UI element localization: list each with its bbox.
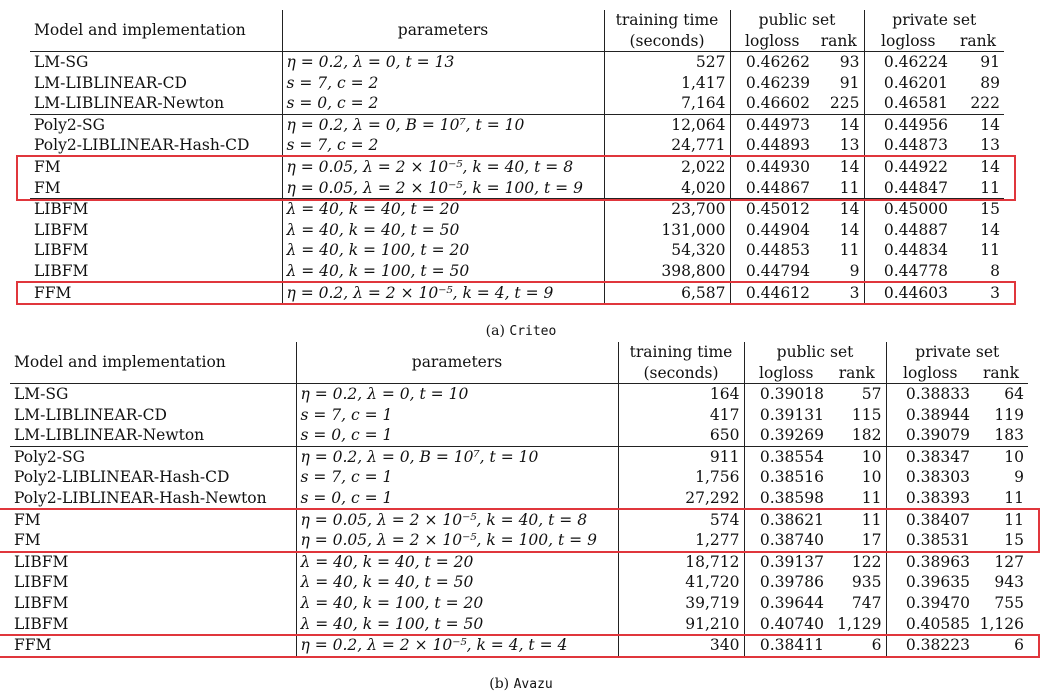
table-row — [30, 261, 1004, 282]
header-public-rank: rank — [828, 363, 886, 384]
training-time-cell: 340 — [618, 635, 744, 656]
params-cell: η = 0.2, λ = 0, B = 10⁷, t = 10 — [282, 114, 604, 135]
header-model: Model and implementation — [30, 10, 282, 52]
header-model: Model and implementation — [10, 342, 296, 384]
private-rank-cell: 14 — [980, 220, 1001, 239]
model-cell: FFM — [10, 635, 296, 656]
training-time-cell: 4,020 — [604, 178, 730, 199]
public-logloss-cell: 0.46262 — [730, 52, 814, 73]
params-cell: η = 0.2, λ = 0, t = 13 — [282, 52, 604, 73]
training-time-cell: 1,756 — [618, 467, 744, 488]
table-row — [30, 114, 1004, 135]
private-logloss-cell: 0.44778 — [864, 261, 952, 282]
avazu-results-table — [10, 342, 1028, 656]
params-cell: η = 0.05, λ = 2 × 10⁻⁵, k = 40, t = 8 — [282, 156, 604, 177]
model-cell: LIBFM — [34, 241, 89, 260]
params-cell: η = 0.05, λ = 2 × 10⁻⁵, k = 40, t = 8 — [296, 509, 618, 530]
params-cell: η = 0.2, λ = 2 × 10⁻⁵, k = 4, t = 4 — [296, 635, 618, 656]
params-cell: λ = 40, k = 100, t = 50 — [282, 261, 604, 282]
private-logloss-cell: 0.46201 — [864, 73, 952, 94]
private-rank-cell: 11 — [974, 509, 1028, 530]
training-time-cell: 24,771 — [604, 135, 730, 156]
table-row — [30, 73, 1004, 94]
public-logloss-cell: 0.44893 — [730, 135, 814, 156]
public-rank-cell: 6 — [828, 635, 886, 656]
model-cell: FM — [14, 531, 41, 550]
model-cell: LM-LIBLINEAR-CD — [14, 405, 167, 424]
params-cell: s = 7, c = 2 — [282, 135, 604, 156]
private-rank-cell: 14 — [952, 114, 1004, 135]
training-time-cell: 54,320 — [604, 240, 730, 261]
table-row — [30, 240, 1004, 261]
header-public-logloss: logloss — [730, 31, 814, 52]
header-private-logloss: logloss — [864, 31, 952, 52]
private-rank-cell: 222 — [970, 94, 1001, 113]
private-logloss-cell: 0.46581 — [864, 93, 952, 114]
params-cell: s = 7, c = 1 — [296, 405, 618, 426]
public-logloss-cell: 0.46602 — [730, 93, 814, 114]
criteo-caption-prefix: (a) — [485, 323, 505, 339]
public-rank-cell: 115 — [851, 405, 882, 424]
header-public-set: public set — [744, 342, 886, 363]
params-cell: η = 0.05, λ = 2 × 10⁻⁵, k = 100, t = 9 — [296, 530, 618, 551]
table-row — [10, 425, 1028, 446]
public-logloss-cell: 0.39018 — [744, 384, 828, 405]
training-time-cell: 91,210 — [618, 614, 744, 635]
public-rank-cell: 14 — [814, 156, 864, 177]
avazu-caption-prefix: (b) — [489, 676, 510, 692]
table-row — [10, 530, 1028, 551]
private-rank-cell: 1,126 — [979, 614, 1025, 633]
params-cell: λ = 40, k = 40, t = 20 — [282, 199, 604, 220]
training-time-cell: 417 — [618, 405, 744, 426]
public-rank-cell: 11 — [839, 178, 860, 197]
table-row — [30, 156, 1004, 177]
params-cell: λ = 40, k = 40, t = 20 — [296, 551, 618, 572]
public-rank-cell: 11 — [861, 488, 882, 507]
public-logloss-cell: 0.38516 — [744, 467, 828, 488]
header-private-rank: rank — [952, 31, 1004, 52]
header-training-time: training time — [604, 10, 730, 31]
public-rank-cell: 9 — [849, 261, 860, 280]
private-logloss-cell: 0.39635 — [886, 572, 974, 593]
model-cell: Poly2-SG — [30, 114, 282, 135]
private-logloss-cell: 0.38963 — [886, 551, 974, 572]
public-logloss-cell: 0.40740 — [744, 614, 828, 635]
params-cell: η = 0.2, λ = 2 × 10⁻⁵, k = 4, t = 9 — [282, 282, 604, 303]
public-rank-cell: 14 — [814, 114, 864, 135]
training-time-cell: 1,277 — [618, 530, 744, 551]
private-rank-cell: 119 — [994, 405, 1025, 424]
model-cell: LIBFM — [34, 261, 89, 280]
public-logloss-cell: 0.44853 — [730, 240, 814, 261]
header-seconds: (seconds) — [604, 31, 730, 52]
private-rank-cell: 6 — [974, 635, 1028, 656]
training-time-cell: 41,720 — [618, 572, 744, 593]
public-logloss-cell: 0.38554 — [744, 446, 828, 467]
model-cell: LM-LIBLINEAR-CD — [34, 73, 187, 92]
public-logloss-cell: 0.39786 — [744, 572, 828, 593]
private-logloss-cell: 0.39079 — [886, 425, 974, 446]
training-time-cell: 2,022 — [604, 156, 730, 177]
public-rank-cell: 57 — [861, 385, 882, 403]
table-row — [30, 52, 1004, 73]
table-row — [10, 572, 1028, 593]
training-time-cell: 131,000 — [604, 220, 730, 241]
model-cell: LIBFM — [14, 614, 69, 633]
model-cell: Poly2-LIBLINEAR-Hash-CD — [14, 468, 230, 487]
table-row — [30, 199, 1004, 220]
private-rank-cell: 13 — [980, 136, 1001, 155]
model-cell: LM-LIBLINEAR-Newton — [34, 94, 225, 113]
private-rank-cell: 943 — [994, 573, 1025, 592]
criteo-results-table — [30, 10, 1004, 303]
private-logloss-cell: 0.44603 — [864, 282, 952, 303]
table-row — [10, 405, 1028, 426]
training-time-cell: 164 — [618, 384, 744, 405]
params-cell: λ = 40, k = 40, t = 50 — [296, 572, 618, 593]
training-time-cell: 1,417 — [604, 73, 730, 94]
model-cell: FM — [10, 509, 296, 530]
header-private-rank: rank — [974, 363, 1028, 384]
header-parameters: parameters — [296, 342, 618, 384]
private-rank-cell: 755 — [994, 593, 1025, 612]
avazu-caption-name: Avazu — [513, 677, 553, 692]
params-cell: s = 7, c = 1 — [296, 467, 618, 488]
params-cell: λ = 40, k = 100, t = 20 — [282, 240, 604, 261]
public-logloss-cell: 0.39269 — [744, 425, 828, 446]
criteo-caption — [0, 323, 1042, 340]
criteo-table-body — [30, 52, 1004, 304]
criteo-caption-name: Criteo — [509, 324, 557, 339]
avazu-caption — [0, 676, 1042, 693]
public-rank-cell: 13 — [839, 136, 860, 155]
public-rank-cell: 225 — [829, 94, 860, 113]
public-rank-cell: 3 — [814, 282, 864, 303]
public-rank-cell: 1,129 — [837, 614, 882, 633]
private-logloss-cell: 0.38833 — [886, 384, 974, 405]
private-logloss-cell: 0.38303 — [886, 467, 974, 488]
public-logloss-cell: 0.44612 — [730, 282, 814, 303]
private-rank-cell: 3 — [952, 282, 1004, 303]
params-cell: s = 7, c = 2 — [282, 73, 604, 94]
public-logloss-cell: 0.39644 — [744, 593, 828, 614]
private-logloss-cell: 0.38393 — [886, 488, 974, 509]
public-rank-cell: 122 — [828, 551, 886, 572]
public-rank-cell: 17 — [861, 531, 882, 550]
private-rank-cell: 64 — [1004, 385, 1025, 403]
private-logloss-cell: 0.46224 — [864, 52, 952, 73]
private-rank-cell: 89 — [980, 73, 1001, 92]
public-rank-cell: 11 — [839, 241, 860, 260]
model-cell: LIBFM — [14, 593, 69, 612]
public-rank-cell: 91 — [839, 73, 860, 92]
model-cell: Poly2-SG — [10, 446, 296, 467]
training-time-cell: 18,712 — [618, 551, 744, 572]
private-logloss-cell: 0.44847 — [864, 178, 952, 199]
training-time-cell: 398,800 — [604, 261, 730, 282]
model-cell: LIBFM — [34, 220, 89, 239]
training-time-cell: 911 — [618, 446, 744, 467]
public-logloss-cell: 0.38598 — [744, 488, 828, 509]
table-row — [30, 220, 1004, 241]
table-row — [10, 467, 1028, 488]
private-logloss-cell: 0.38944 — [886, 405, 974, 426]
public-logloss-cell: 0.44973 — [730, 114, 814, 135]
public-logloss-cell: 0.44794 — [730, 261, 814, 282]
private-logloss-cell: 0.38531 — [886, 530, 974, 551]
header-private-set: private set — [886, 342, 1028, 363]
header-private-logloss: logloss — [886, 363, 974, 384]
model-cell: Poly2-LIBLINEAR-Hash-Newton — [14, 488, 267, 507]
table-row — [30, 178, 1004, 199]
private-rank-cell: 11 — [1004, 488, 1025, 507]
table-row — [30, 93, 1004, 114]
table-row — [10, 384, 1028, 405]
private-logloss-cell: 0.44887 — [864, 220, 952, 241]
public-rank-cell: 14 — [814, 199, 864, 220]
params-cell: η = 0.2, λ = 0, t = 10 — [296, 384, 618, 405]
private-logloss-cell: 0.38347 — [886, 446, 974, 467]
table-row — [10, 446, 1028, 467]
model-cell: Poly2-LIBLINEAR-Hash-CD — [34, 136, 250, 155]
header-public-rank: rank — [814, 31, 864, 52]
model-cell: LIBFM — [30, 199, 282, 220]
table-row — [10, 509, 1028, 530]
params-cell: η = 0.2, λ = 0, B = 10⁷, t = 10 — [296, 446, 618, 467]
header-seconds: (seconds) — [618, 363, 744, 384]
public-rank-cell: 14 — [839, 220, 860, 239]
public-logloss-cell: 0.38740 — [744, 530, 828, 551]
public-rank-cell: 182 — [851, 426, 882, 445]
params-cell: λ = 40, k = 40, t = 50 — [282, 220, 604, 241]
public-rank-cell: 10 — [861, 468, 882, 487]
private-logloss-cell: 0.44956 — [864, 114, 952, 135]
params-cell: s = 0, c = 2 — [282, 93, 604, 114]
params-cell: η = 0.05, λ = 2 × 10⁻⁵, k = 100, t = 9 — [282, 178, 604, 199]
public-logloss-cell: 0.46239 — [730, 73, 814, 94]
training-time-cell: 39,719 — [618, 593, 744, 614]
table-row — [30, 135, 1004, 156]
public-logloss-cell: 0.44904 — [730, 220, 814, 241]
header-private-set: private set — [864, 10, 1004, 31]
private-rank-cell: 8 — [990, 261, 1001, 280]
header-training-time: training time — [618, 342, 744, 363]
table-row — [10, 614, 1028, 635]
model-cell: FM — [34, 178, 61, 197]
private-logloss-cell: 0.44873 — [864, 135, 952, 156]
private-rank-cell: 11 — [980, 241, 1001, 260]
model-cell: FM — [30, 156, 282, 177]
public-rank-cell: 11 — [828, 509, 886, 530]
public-rank-cell: 747 — [851, 593, 882, 612]
public-logloss-cell: 0.38411 — [744, 635, 828, 656]
public-logloss-cell: 0.38621 — [744, 509, 828, 530]
training-time-cell: 12,064 — [604, 114, 730, 135]
private-rank-cell: 15 — [1004, 531, 1025, 550]
private-rank-cell: 9 — [1014, 468, 1025, 487]
private-logloss-cell: 0.44922 — [864, 156, 952, 177]
training-time-cell: 27,292 — [618, 488, 744, 509]
params-cell: s = 0, c = 1 — [296, 488, 618, 509]
training-time-cell: 574 — [618, 509, 744, 530]
private-logloss-cell: 0.40585 — [886, 614, 974, 635]
model-cell: FFM — [30, 282, 282, 303]
header-public-set: public set — [730, 10, 864, 31]
header-parameters: parameters — [282, 10, 604, 52]
private-rank-cell: 10 — [974, 446, 1028, 467]
table-row — [10, 635, 1028, 656]
params-cell: s = 0, c = 1 — [296, 425, 618, 446]
training-time-cell: 23,700 — [604, 199, 730, 220]
table-row — [10, 551, 1028, 572]
public-rank-cell: 10 — [828, 446, 886, 467]
table-row — [30, 282, 1004, 303]
private-logloss-cell: 0.38407 — [886, 509, 974, 530]
public-logloss-cell: 0.44930 — [730, 156, 814, 177]
training-time-cell: 7,164 — [604, 93, 730, 114]
model-cell: LM-SG — [14, 385, 69, 403]
params-cell: λ = 40, k = 100, t = 50 — [296, 614, 618, 635]
public-logloss-cell: 0.39137 — [744, 551, 828, 572]
private-logloss-cell: 0.39470 — [886, 593, 974, 614]
training-time-cell: 527 — [604, 52, 730, 73]
model-cell: LM-LIBLINEAR-Newton — [14, 426, 205, 445]
public-logloss-cell: 0.44867 — [730, 178, 814, 199]
private-rank-cell: 183 — [994, 426, 1025, 445]
private-rank-cell: 15 — [952, 199, 1004, 220]
private-rank-cell: 11 — [980, 178, 1001, 197]
public-logloss-cell: 0.45012 — [730, 199, 814, 220]
table-row — [10, 593, 1028, 614]
params-cell: λ = 40, k = 100, t = 20 — [296, 593, 618, 614]
private-logloss-cell: 0.44834 — [864, 240, 952, 261]
table-row — [10, 488, 1028, 509]
public-rank-cell: 935 — [851, 573, 882, 592]
training-time-cell: 6,587 — [604, 282, 730, 303]
model-cell: LIBFM — [10, 551, 296, 572]
model-cell: LM-SG — [34, 53, 89, 71]
model-cell: LIBFM — [14, 573, 69, 592]
avazu-table-body — [10, 384, 1028, 656]
private-rank-cell: 14 — [952, 156, 1004, 177]
private-logloss-cell: 0.38223 — [886, 635, 974, 656]
public-logloss-cell: 0.39131 — [744, 405, 828, 426]
training-time-cell: 650 — [618, 425, 744, 446]
header-public-logloss: logloss — [744, 363, 828, 384]
private-rank-cell: 127 — [974, 551, 1028, 572]
public-rank-cell: 93 — [839, 53, 860, 71]
private-logloss-cell: 0.45000 — [864, 199, 952, 220]
private-rank-cell: 91 — [980, 53, 1001, 71]
